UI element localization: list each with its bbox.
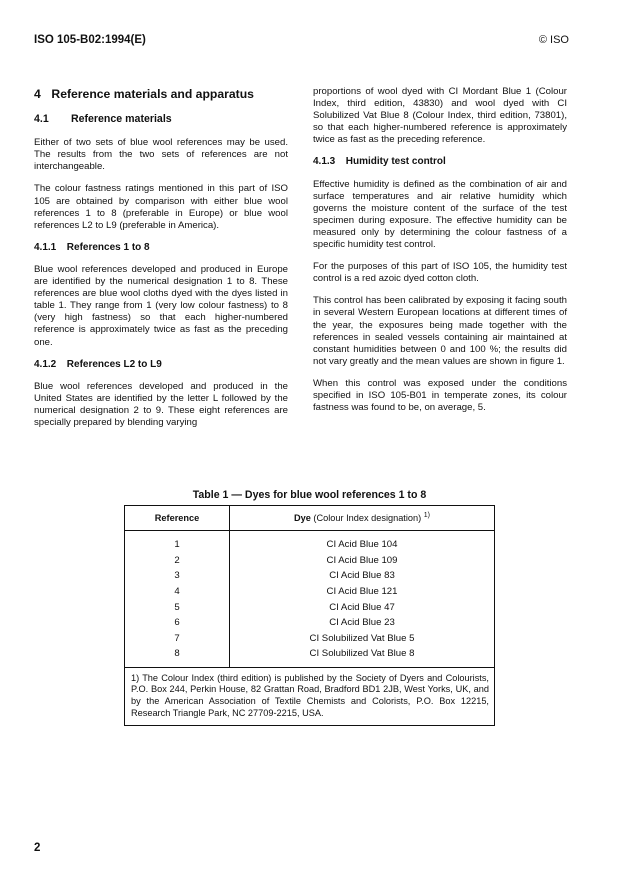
paragraph: Effective humidity is defined as the combination of air and surface temperatures and air relative humidity which governs the moisture content of the surface of the test specimen during exposure. The effective humidity can be measured only by determining the colour fastness of a specific humidity test control. (313, 178, 567, 251)
subsection-number: 4.1 (34, 113, 49, 126)
dye-cell: CI Acid Blue 47 (329, 601, 395, 613)
dye-cell: CI Acid Blue 23 (329, 617, 395, 629)
dye-header-label: Dye (294, 513, 311, 524)
subsection-heading-4-1-1 (34, 242, 288, 254)
paragraph: The colour fastness ratings mentioned in this part of ISO 105 are obtained by comparison with either blue wool references 1 to 8 (preferable in Europe) or blue wool references L2 to L9 (preferable in America). (34, 183, 288, 231)
table-row (125, 615, 495, 631)
paragraph: proportions of wool dyed with CI Mordant Blue 1 (Colour Index, third edition, 43830) and wool dyed with CI Solubilized Vat Blue 8 (Colour Index, third edition, 73801), so that each higher-numbered reference is approximately twice as fast as the preceding reference. (313, 86, 567, 146)
dye-cell: CI Solubilized Vat Blue 8 (309, 648, 415, 660)
paragraph: Blue wool references developed and produced in Europe are identified by the numerical designation 1 to 8. These references are blue wool cloths dyed with the dyes listed in table 1. They range from 1 (very low colour fastness) to 8 (very high fastness) so that each higher-numbered reference is approximately twice as fast as the preceding one. (34, 263, 288, 348)
reference-cell: 7 (125, 631, 230, 647)
dye-header-note: (Colour Index designation) (313, 513, 422, 524)
table-row (125, 646, 495, 667)
table-footnote: 1) The Colour Index (third edition) is published by the Society of Dyers and Colourists, P.O. Box 244, Perkin House, 82 Grattan Road, Bradford BD1 2JB, West Yorks, UK, and by the American Association of Textile Chemists and Colorists, P.O. Box 12215, Research Triangle Park, NC 27709-2215, USA. (125, 667, 495, 725)
subsection-title: Humidity test control (345, 156, 446, 168)
paragraph: Either of two sets of blue wool references may be used. The results from the two sets of references are not interchangeable. (34, 137, 288, 173)
column-header-reference: Reference (125, 506, 230, 531)
table-row (125, 568, 495, 584)
right-column (313, 86, 567, 424)
paragraph: This control has been calibrated by exposing it facing south in several Western European locations at different times of the year, the exposures being made together with the references in sealed vessels containing air maintained at constant humidities between 0 and 100 %; the results did not vary greatly and the mean values are shown in figure 1. (313, 295, 567, 367)
subsection-number: 4.1.3 (313, 156, 336, 168)
column-header-dye (230, 506, 495, 531)
standard-id: ISO 105-B02:1994(E) (34, 34, 146, 46)
dye-cell: CI Acid Blue 83 (329, 570, 395, 582)
dye-cell: CI Acid Blue 109 (326, 554, 398, 566)
subsection-title: Reference materials (70, 113, 172, 126)
section-number: 4 (34, 87, 41, 101)
paragraph: For the purposes of this part of ISO 105, the humidity test control is a red azoic dyed cotton cloth. (313, 261, 567, 285)
table-row (125, 584, 495, 600)
dye-cell: CI Solubilized Vat Blue 5 (309, 632, 415, 644)
reference-cell: 2 (125, 553, 230, 569)
table-caption: Table 1 — Dyes for blue wool references 1 to 8 (192, 489, 427, 501)
reference-cell: 4 (125, 584, 230, 600)
left-column (34, 86, 288, 439)
subsection-heading-4-1-3 (313, 156, 567, 168)
dyes-table (124, 505, 495, 726)
dye-cell: CI Acid Blue 121 (326, 586, 398, 598)
section-title: Reference materials and apparatus (51, 87, 254, 101)
table-row (125, 553, 495, 569)
reference-cell: 6 (125, 615, 230, 631)
reference-cell: 5 (125, 599, 230, 615)
dye-cell: CI Acid Blue 104 (326, 539, 398, 551)
subsection-title: References 1 to 8 (66, 241, 150, 253)
paragraph: Blue wool references developed and produced in the United States are identified by the letter L followed by the numerical designation 2 to 9. These eight references are specially prepared by blending varying (34, 380, 288, 428)
reference-cell: 8 (125, 646, 230, 667)
footnote-mark: 1) (423, 512, 430, 520)
reference-cell: 1 (125, 531, 230, 553)
reference-cell: 3 (125, 568, 230, 584)
section-heading-4 (34, 88, 288, 100)
paragraph: When this control was exposed under the conditions specified in ISO 105-B01 in temperate zones, its colour fastness was found to be, on average, 5. (313, 377, 567, 414)
table-row (125, 531, 495, 553)
table-row (125, 631, 495, 647)
subsection-title: References L2 to L9 (66, 358, 162, 370)
subsection-number: 4.1.1 (34, 241, 57, 253)
subsection-heading-4-1-2 (34, 359, 288, 371)
table-row (125, 599, 495, 615)
table-header-row (125, 506, 495, 531)
copyright-notice: © ISO (538, 34, 569, 46)
subsection-number: 4.1.2 (34, 358, 57, 370)
subsection-heading-4-1 (34, 113, 288, 125)
table-footnote-row (125, 667, 495, 725)
page-number: 2 (34, 842, 41, 854)
